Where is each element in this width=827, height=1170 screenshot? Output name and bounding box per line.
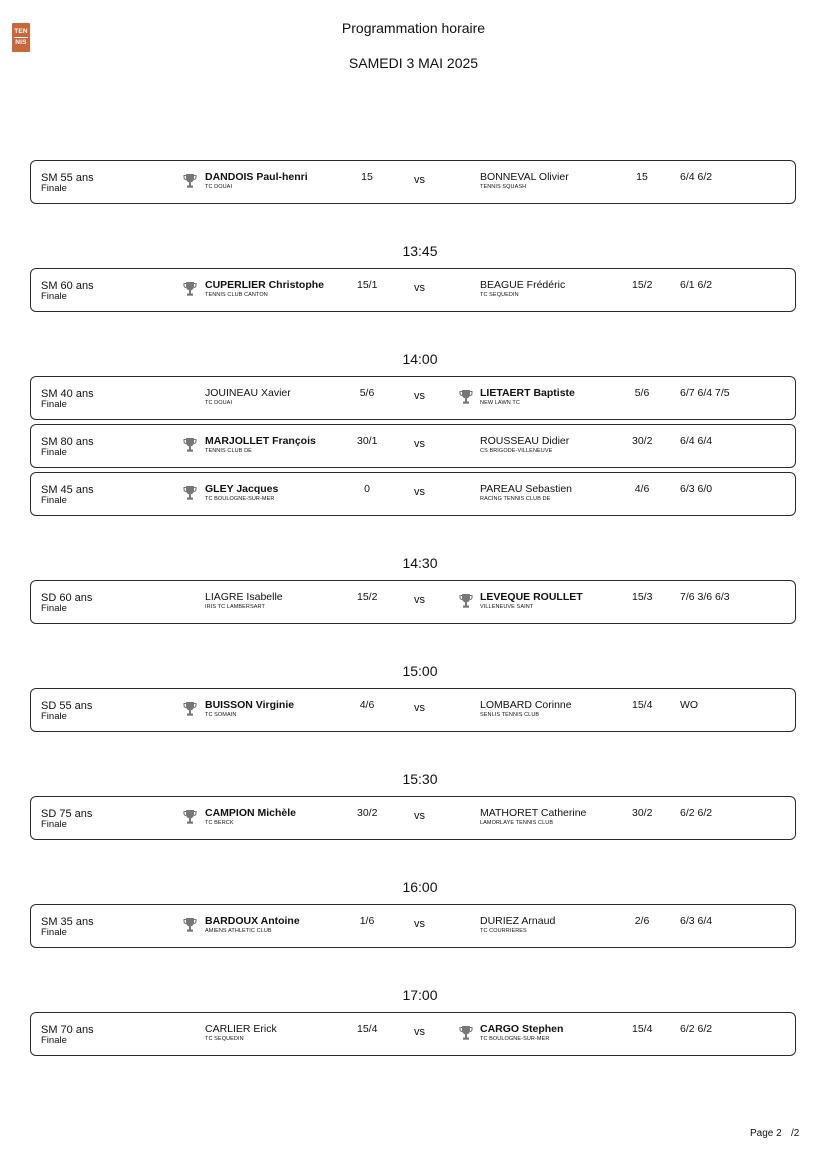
match-round: Finale — [41, 291, 67, 302]
player-2-ranking: 5/6 — [634, 387, 650, 399]
player-2-club: RACING TENNIS CLUB DE — [480, 496, 551, 502]
match-round: Finale — [41, 927, 67, 938]
player-1-name: CUPERLIER Christophe — [205, 279, 325, 291]
player-1-club: TC BOULOGNE-SUR-MER — [205, 496, 275, 502]
player-2-name: DURIEZ Arnaud — [480, 915, 556, 927]
player-2 — [480, 699, 572, 718]
match-card — [30, 424, 796, 468]
player-2-name: PAREAU Sebastien — [480, 483, 573, 495]
trophy-icon — [183, 809, 197, 825]
player-2 — [480, 171, 569, 190]
player-1-ranking: 15/1 — [357, 279, 378, 291]
player-1-name: CARLIER Erick — [205, 1023, 277, 1035]
trophy-icon — [459, 593, 473, 609]
page-number: Page 2 — [750, 1128, 782, 1139]
player-2 — [480, 591, 583, 610]
player-2-ranking: 15/4 — [632, 699, 653, 711]
player-2-ranking: 15 — [636, 171, 648, 183]
match-category: SD 75 ans — [41, 808, 93, 820]
player-1-name: BARDOUX Antoine — [205, 915, 300, 927]
player-1-ranking: 15/2 — [357, 591, 378, 603]
match-round: Finale — [41, 447, 67, 458]
player-2-club: CS BRIGODE-VILLENEUVE — [480, 448, 553, 454]
player-2-ranking: 4/6 — [634, 483, 650, 495]
player-2-name: ROUSSEAU Didier — [480, 435, 570, 447]
player-1 — [205, 591, 283, 610]
match-score: 6/3 6/4 — [680, 915, 713, 927]
player-1-ranking: 30/1 — [357, 435, 378, 447]
match-score: 6/2 6/2 — [680, 807, 713, 819]
match-card — [30, 376, 796, 420]
player-1-ranking: 15/4 — [357, 1023, 378, 1035]
versus-label: vs — [414, 486, 425, 498]
logo-divider — [14, 37, 28, 38]
player-1-name: BUISSON Virginie — [205, 699, 295, 711]
player-2-club: SENLIS TENNIS CLUB — [480, 712, 540, 718]
versus-label: vs — [414, 438, 425, 450]
player-1 — [205, 915, 300, 934]
match-category: SM 80 ans — [41, 436, 94, 448]
match-category: SD 60 ans — [41, 592, 93, 604]
player-2-club: TC COURRIERES — [480, 928, 527, 934]
player-1-club: TC DOUAI — [205, 400, 233, 406]
trophy-icon — [183, 701, 197, 717]
player-2-ranking: 30/2 — [632, 807, 653, 819]
match-card — [30, 160, 796, 204]
match-card — [30, 268, 796, 312]
player-1-club: TC BERCK — [205, 820, 234, 826]
player-1 — [205, 171, 308, 190]
player-2 — [480, 807, 586, 826]
player-1-name: CAMPION Michèle — [205, 807, 297, 819]
time-slot-heading: 15:00 — [402, 663, 438, 679]
match-category: SM 35 ans — [41, 916, 94, 928]
player-1 — [205, 279, 324, 298]
match-card — [30, 580, 796, 624]
player-2-name: MATHORET Catherine — [480, 807, 587, 819]
match-card — [30, 904, 796, 948]
player-1-name: GLEY Jacques — [205, 483, 279, 495]
match-round: Finale — [41, 495, 67, 506]
time-slot-heading: 14:30 — [402, 555, 438, 571]
player-1-club: TC DOUAI — [205, 184, 233, 190]
match-category: SM 40 ans — [41, 388, 94, 400]
player-2-club: TENNIS SQUASH — [480, 184, 527, 190]
player-2 — [480, 915, 555, 934]
player-2-name: BONNEVAL Olivier — [480, 171, 569, 183]
time-slot-heading: 15:30 — [402, 771, 438, 787]
player-1-club: AMIENS ATHLETIC CLUB — [205, 928, 272, 934]
player-1-club: TENNIS CLUB CANTON — [205, 292, 268, 298]
match-round: Finale — [41, 183, 67, 194]
player-2-ranking: 15/2 — [632, 279, 653, 291]
player-1 — [205, 387, 291, 406]
player-2-club: TC BOULOGNE-SUR-MER — [480, 1036, 550, 1042]
player-1 — [205, 483, 278, 502]
player-1-ranking: 15 — [361, 171, 373, 183]
versus-label: vs — [414, 594, 425, 606]
player-2-club: LAMORLAYE TENNIS CLUB — [480, 820, 554, 826]
player-2-club: NEW LAWN TC — [480, 400, 520, 406]
trophy-icon — [183, 281, 197, 297]
trophy-icon — [183, 917, 197, 933]
trophy-icon — [183, 485, 197, 501]
player-2-ranking: 15/3 — [632, 591, 653, 603]
match-score: 7/6 3/6 6/3 — [680, 591, 730, 603]
player-1-ranking: 1/6 — [359, 915, 375, 927]
player-1-ranking: 5/6 — [359, 387, 375, 399]
player-2 — [480, 1023, 563, 1042]
match-round: Finale — [41, 1035, 67, 1046]
page-title: Programmation horaire — [341, 20, 486, 36]
player-1-ranking: 30/2 — [357, 807, 378, 819]
player-2 — [480, 279, 565, 298]
player-1-club: TC SEQUEDIN — [205, 1036, 244, 1042]
player-2 — [480, 387, 575, 406]
player-1-name: MARJOLLET François — [205, 435, 316, 447]
match-category: SD 55 ans — [41, 700, 93, 712]
player-1-club: TC SOMAIN — [205, 712, 237, 718]
time-slot-heading: 13:45 — [402, 243, 438, 259]
player-2-club: TC SEQUEDIN — [480, 292, 519, 298]
match-category: SM 45 ans — [41, 484, 94, 496]
match-score: 6/4 6/2 — [680, 171, 713, 183]
match-score: WO — [680, 699, 699, 711]
time-slot-heading: 17:00 — [402, 987, 438, 1003]
match-score: 6/1 6/2 — [680, 279, 713, 291]
time-slot-heading: 16:00 — [402, 879, 438, 895]
trophy-icon — [183, 173, 197, 189]
player-2-ranking: 2/6 — [634, 915, 650, 927]
match-round: Finale — [41, 399, 67, 410]
match-category: SM 70 ans — [41, 1024, 94, 1036]
player-1 — [205, 1023, 277, 1042]
player-1-name: LIAGRE Isabelle — [205, 591, 283, 603]
match-round: Finale — [41, 711, 67, 722]
match-category: SM 60 ans — [41, 280, 94, 292]
match-score: 6/2 6/2 — [680, 1023, 713, 1035]
player-2-name: BEAGUE Frédéric — [480, 279, 566, 291]
player-2-ranking: 30/2 — [632, 435, 653, 447]
match-card — [30, 688, 796, 732]
player-1-name: DANDOIS Paul-henri — [205, 171, 308, 183]
player-1-club: TENNIS CLUB DE — [205, 448, 252, 454]
player-2-name: LIETAERT Baptiste — [480, 387, 575, 399]
match-card — [30, 796, 796, 840]
match-score: 6/7 6/4 7/5 — [680, 387, 730, 399]
time-slot-heading: 14:00 — [402, 351, 438, 367]
player-1 — [205, 699, 294, 718]
versus-label: vs — [414, 918, 425, 930]
logo-line-1: TEN — [14, 28, 28, 35]
trophy-icon — [459, 389, 473, 405]
player-1 — [205, 435, 316, 454]
match-score: 6/4 6/4 — [680, 435, 713, 447]
versus-label: vs — [414, 810, 425, 822]
match-round: Finale — [41, 603, 67, 614]
player-2 — [480, 435, 569, 454]
player-2-name: LEVEQUE ROULLET — [480, 591, 583, 603]
versus-label: vs — [414, 1026, 425, 1038]
logo-line-2: NIS — [15, 39, 27, 46]
page-total: /2 — [791, 1128, 800, 1139]
player-2-name: LOMBARD Corinne — [480, 699, 572, 711]
player-2-name: CARGO Stephen — [480, 1023, 564, 1035]
player-1-ranking: 4/6 — [359, 699, 375, 711]
player-1-club: IRIS TC LAMBERSART — [205, 604, 265, 610]
versus-label: vs — [414, 282, 425, 294]
versus-label: vs — [414, 702, 425, 714]
player-2-club: VILLENEUVE SAINT — [480, 604, 534, 610]
match-round: Finale — [41, 819, 67, 830]
player-1 — [205, 807, 296, 826]
player-2 — [480, 483, 572, 502]
player-2-ranking: 15/4 — [632, 1023, 653, 1035]
trophy-icon — [459, 1025, 473, 1041]
schedule-date: SAMEDI 3 MAI 2025 — [348, 55, 479, 71]
match-card — [30, 1012, 796, 1056]
match-card — [30, 472, 796, 516]
versus-label: vs — [414, 390, 425, 402]
match-category: SM 55 ans — [41, 172, 94, 184]
versus-label: vs — [414, 174, 425, 186]
trophy-icon — [183, 437, 197, 453]
match-score: 6/3 6/0 — [680, 483, 713, 495]
player-1-ranking: 0 — [364, 483, 370, 495]
player-1-name: JOUINEAU Xavier — [205, 387, 291, 399]
